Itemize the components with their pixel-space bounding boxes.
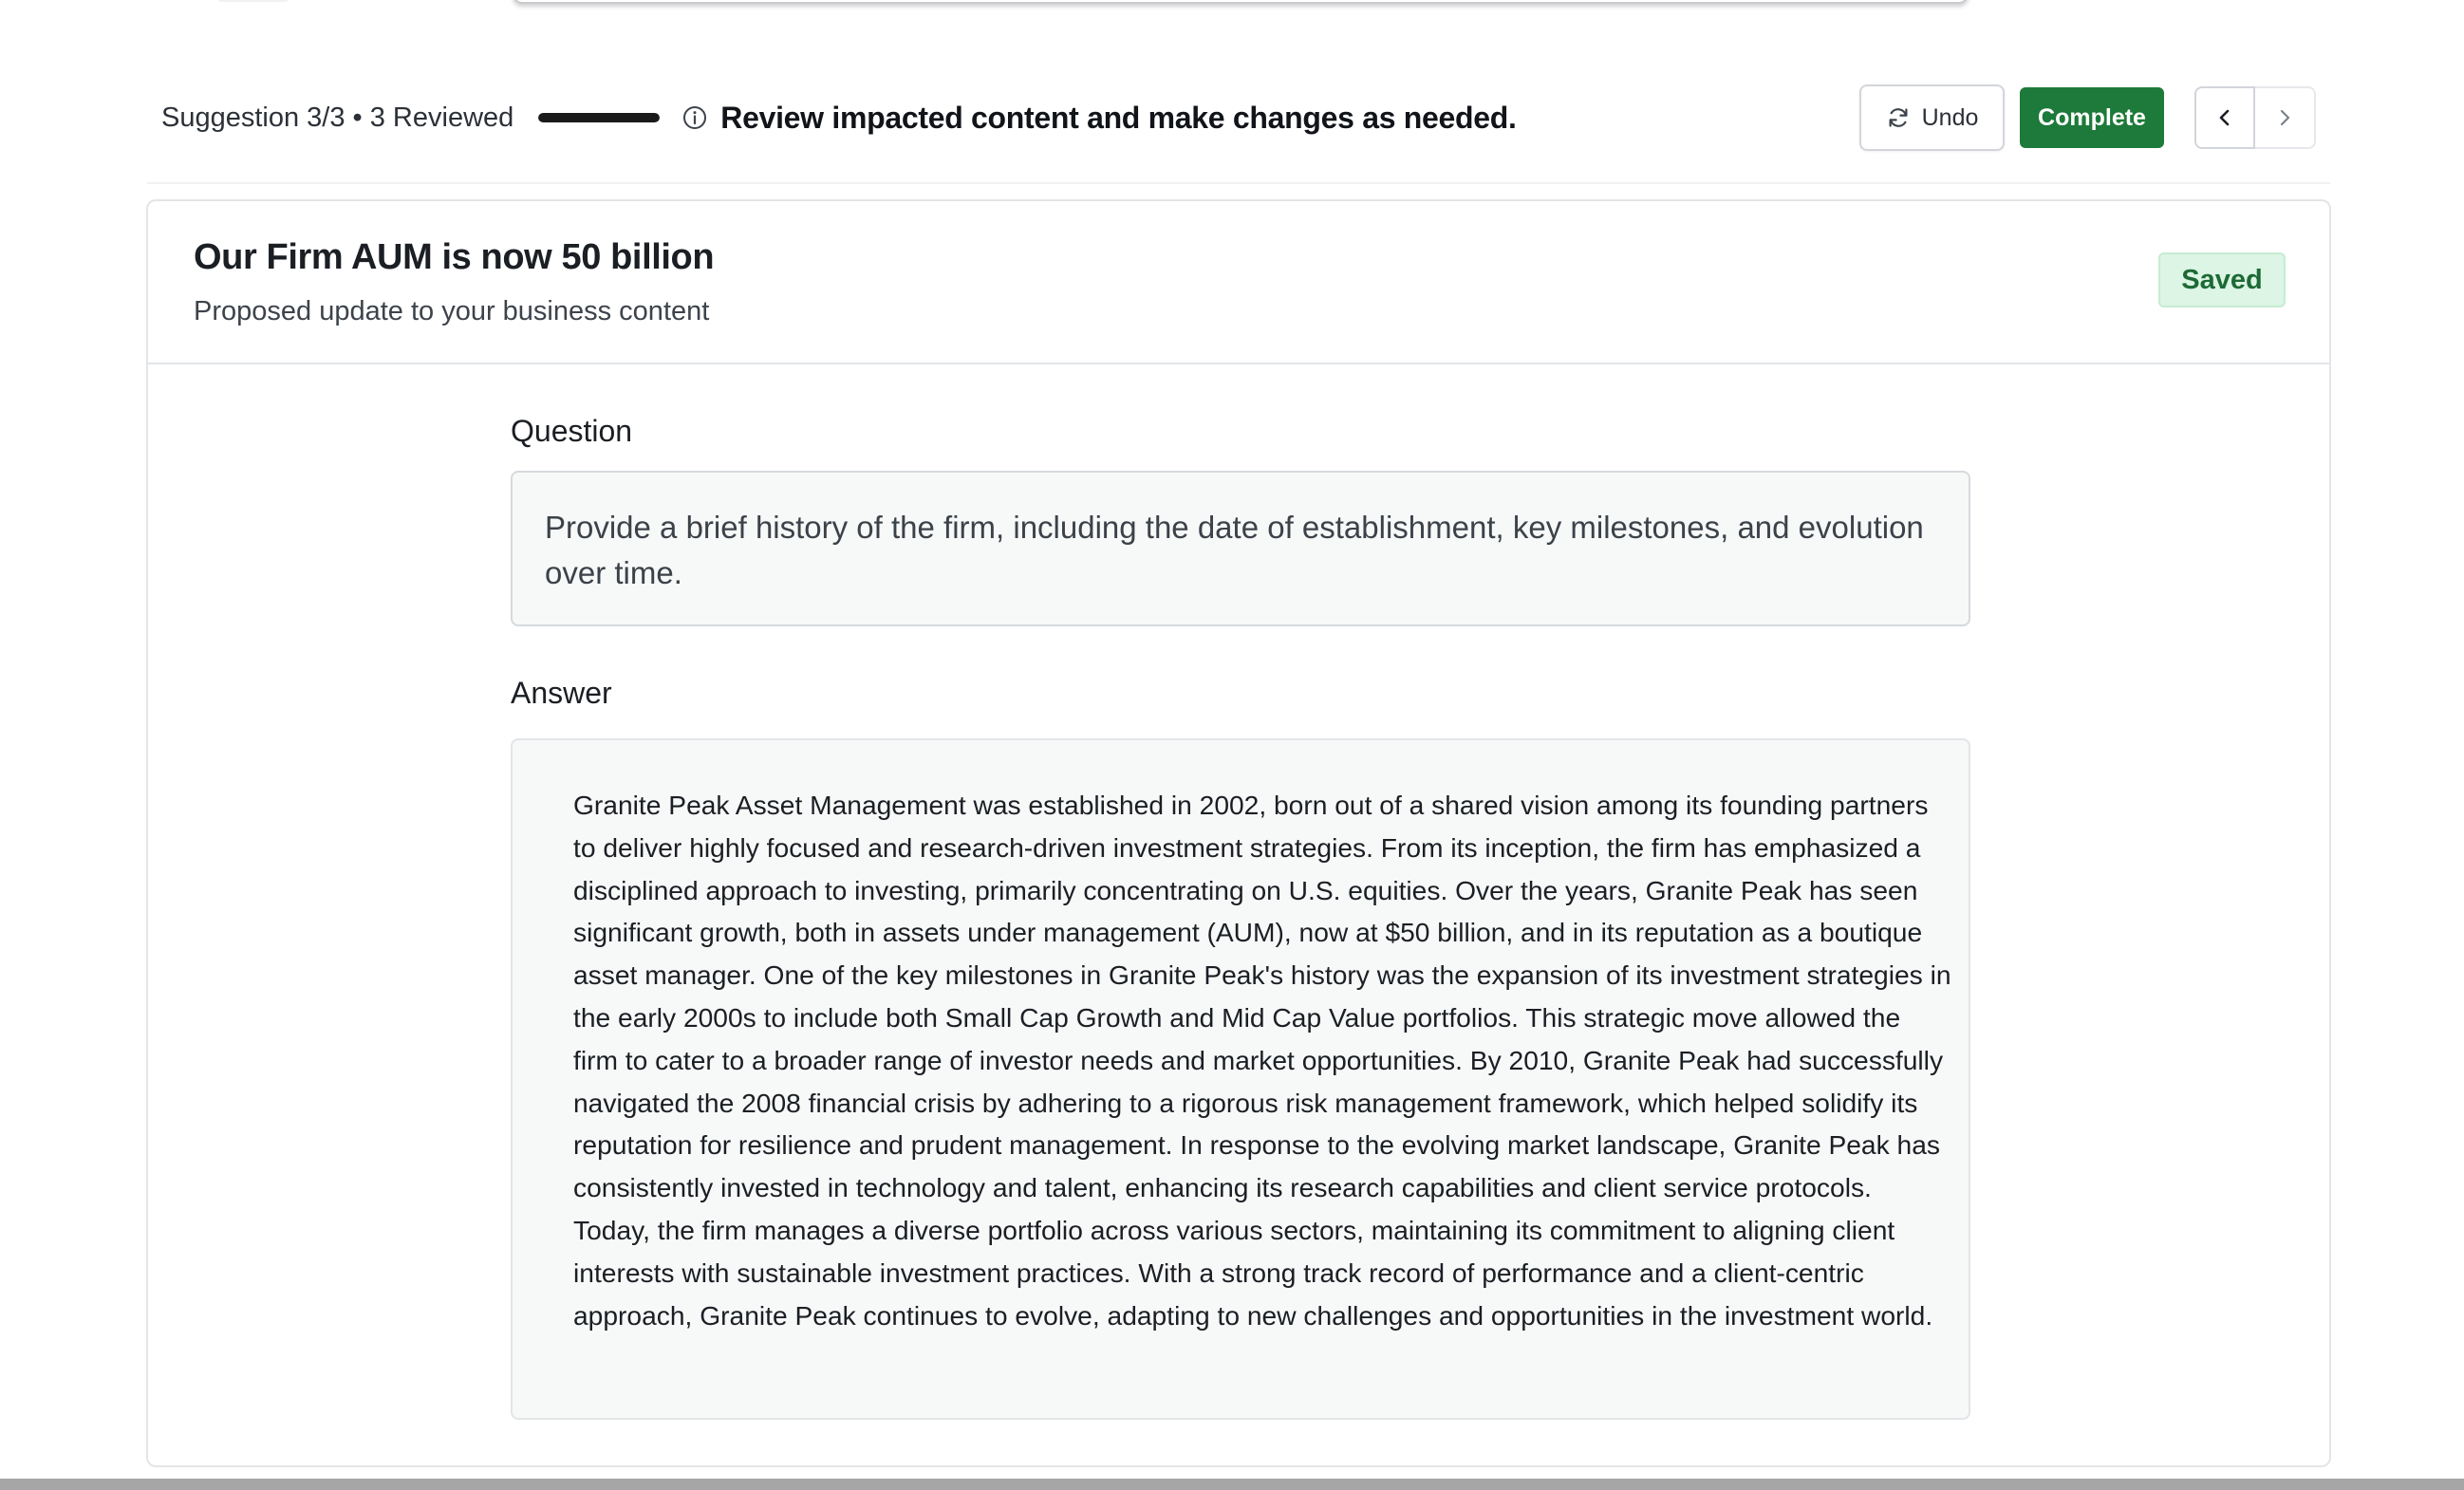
question-text: Provide a brief history of the firm, including the date of establishment, key milestones, and evolution over time. [511, 471, 1970, 626]
undo-button[interactable] [1859, 84, 2005, 151]
suggestion-progress-text: Suggestion 3/3 • 3 Reviewed [161, 102, 514, 133]
question-label: Question [511, 414, 633, 448]
suggestion-subtitle: Proposed update to your business content [194, 296, 710, 326]
review-progress-bar [538, 113, 660, 122]
answer-editor[interactable]: Granite Peak Asset Management was established in 2002, born out of a shared vision among its founding partners to deliver highly focused and research-driven investment strategies. From its inception, the firm has emphasized a disciplined approach to investing, primarily concentrating on U.S. equities. Over the years, Granite Peak has seen significant growth, both in assets under management (AUM), now at $50 billion, and in its reputation as a boutique asset manager. One of the key milestones in Granite Peak's history was the expansion of its investment strategies in the early 2000s to include both Small Cap Growth and Mid Cap Value portfolios. This strategic move allowed the firm to cater to a broader range of investor needs and market opportunities. By 2010, Granite Peak had successfully navigated the 2008 financial crisis by adhering to a rigorous risk management framework, which helped solidify its reputation for resilience and prudent management. In response to the evolving market landscape, Granite Peak has consistently invested in technology and talent, enhancing its research capabilities and client service protocols. Today, the firm manages a diverse portfolio across various sectors, maintaining its commitment to aligning client interests with sustainable investment practices. With a strong track record of performance and a client-centric approach, Granite Peak continues to evolve, adapting to new challenges and opportunities in the investment world. [511, 738, 1970, 1420]
chevron-right-icon [2274, 107, 2295, 128]
overlay-panel-edge [513, 0, 1969, 4]
suggestion-pager [2194, 86, 2316, 149]
saved-status-badge: Saved [2158, 252, 2286, 307]
next-suggestion-button[interactable] [2255, 86, 2316, 149]
answer-label: Answer [511, 676, 612, 710]
undo-label: Undo [1921, 103, 1979, 131]
previous-suggestion-button[interactable] [2194, 86, 2255, 149]
review-progress-fill [538, 113, 660, 122]
info-circle-icon [682, 105, 707, 130]
card-header [148, 201, 2329, 364]
background-fragment [216, 0, 290, 2]
toolbar-actions [1859, 84, 2316, 152]
bottom-edge-strip [0, 1479, 2464, 1490]
chevron-left-icon [2214, 107, 2235, 128]
suggestion-title: Our Firm AUM is now 50 billion [194, 237, 715, 277]
complete-button[interactable]: Complete [2020, 87, 2164, 148]
review-instruction: Review impacted content and make changes as needed. [720, 100, 1517, 135]
suggestion-card [146, 199, 2331, 1467]
toolbar-divider [147, 182, 2330, 184]
refresh-icon [1886, 105, 1911, 130]
review-toolbar [161, 84, 2316, 152]
